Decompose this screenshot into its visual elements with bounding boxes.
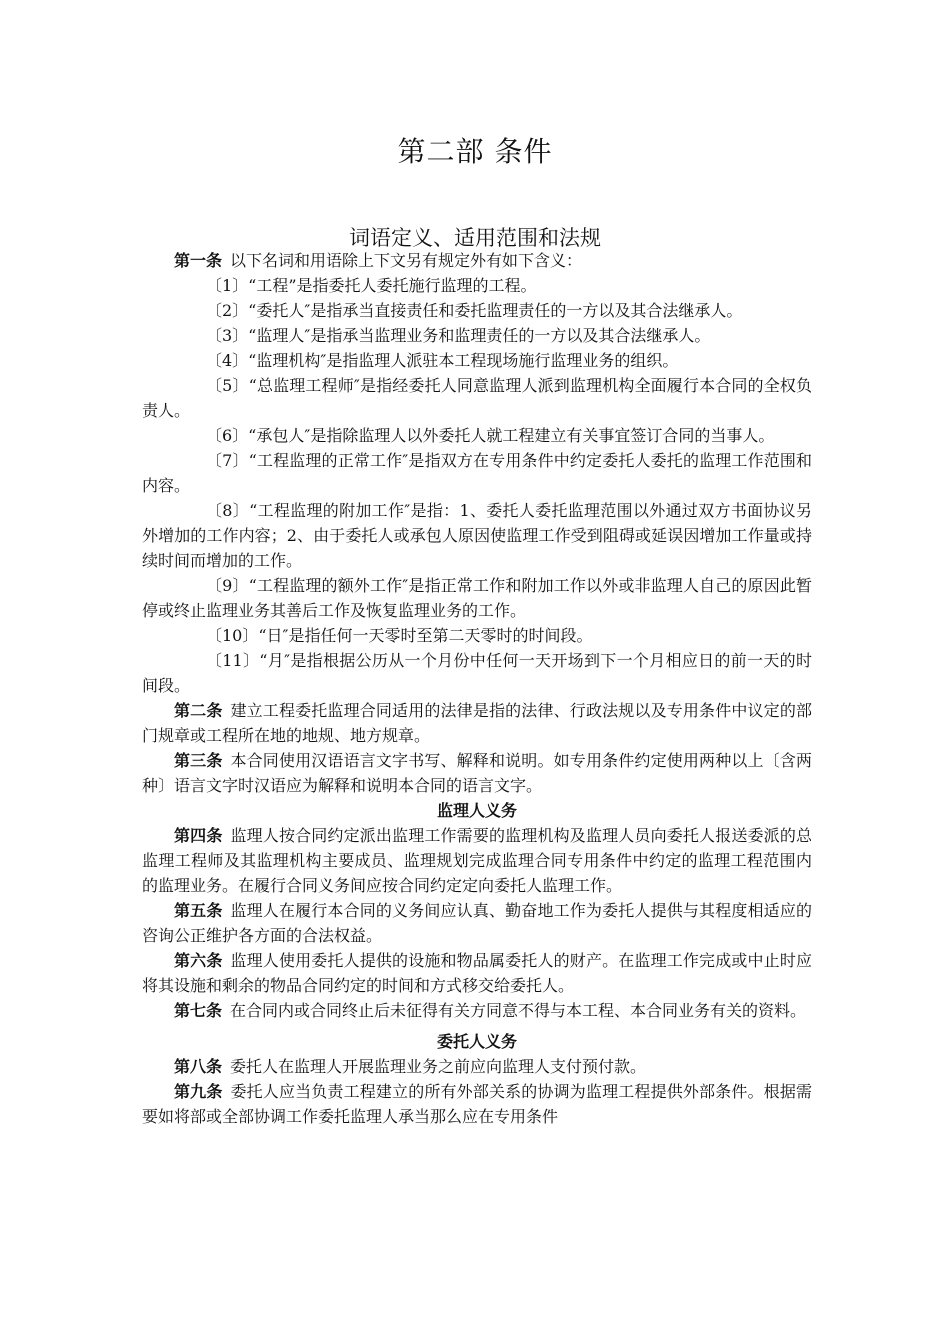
article-1-text: 以下名词和用语除上下文另有规定外有如下含义： [230,251,583,270]
article-2-text: 建立工程委托监理合同适用的法律是指的法律、行政法规以及专用条件中议定的部门规章或工程所在地的地规、地方规章。 [142,701,812,745]
article-3-label: 第三条 [174,751,223,770]
heading-supervisor-obligations: 监理人义务 [436,801,517,820]
definition-item-8: 〔8〕“工程监理的附加工作″是指：1、委托人委托监理范围以外通过双方书面协议另外增加的工作内容；2、由于委托人或承包人原因使监理工作受到阻碍或延误因增加工作量或持续时间而增加的工作。 [142,501,812,570]
definition-item-10: 〔10〕“日″是指任何一天零时至第二天零时的时间段。 [206,626,593,645]
definition-item-11: 〔11〕“月″是指根据公历从一个月份中任何一天开场到下一个月相应日的前一天的时间段。 [142,651,812,695]
definition-item-3: 〔3〕“监理人″是指承当监理业务和监理责任的一方以及其合法继承人。 [206,326,711,345]
document-body [142,248,812,1129]
article-8-text: 委托人在监理人开展监理业务之前应向监理人支付预付款。 [230,1057,647,1076]
article-4-label: 第四条 [174,826,223,845]
article-7-label: 第七条 [174,1001,223,1020]
article-9-text: 委托人应当负责工程建立的所有外部关系的协调为监理工程提供外部条件。根据需要如将部或全部协调工作委托监理人承当那么应在专用条件 [142,1082,812,1126]
article-4-text: 监理人按合同约定派出监理工作需要的监理机构及监理人员向委托人报送委派的总监理工程师及其监理机构主要成员、监理规划完成监理合同专用条件中约定的监理工程范围内的监理业务。在履行合同义务间应按合同约定定向委托人监理工作。 [142,826,812,895]
article-3 [142,748,812,798]
article-6-text: 监理人使用委托人提供的设施和物品属委托人的财产。在监理工作完成或中止时应将其设施和剩余的物品合同约定的时间和方式移交给委托人。 [142,951,812,995]
section-subtitle: 词语定义、适用范围和法规 [349,226,601,250]
article-7 [142,998,812,1023]
article-9 [142,1079,812,1129]
article-1 [142,248,812,273]
heading-client-obligations: 委托人义务 [436,1032,517,1051]
part-title: 第二部 条件 [397,135,553,168]
definition-item-6: 〔6〕“承包人″是指除监理人以外委托人就工程建立有关事宜签订合同的当事人。 [206,426,775,445]
definition-item-1: 〔1〕“工程”是指委托人委托施行监理的工程。 [206,276,537,295]
article-6-label: 第六条 [174,951,223,970]
article-2-label: 第二条 [174,701,223,720]
definition-item-9: 〔9〕“工程监理的额外工作″是指正常工作和附加工作以外或非监理人自己的原因此暂停或终止监理业务其善后工作及恢复监理业务的工作。 [142,576,812,620]
article-5-text: 监理人在履行本合同的义务间应认真、勤奋地工作为委托人提供与其程度相适应的咨询公正维护各方面的合法权益。 [142,901,812,945]
article-6 [142,948,812,998]
article-7-text: 在合同内或合同终止后未征得有关方同意不得与本工程、本合同业务有关的资料。 [230,1001,807,1020]
article-5 [142,898,812,948]
article-5-label: 第五条 [174,901,223,920]
article-3-text: 本合同使用汉语语言文字书写、解释和说明。如专用条件约定使用两种以上〔含两种〕语言文字时汉语应为解释和说明本合同的语言文字。 [142,751,812,795]
definition-item-5: 〔5〕“总监理工程师″是指经委托人同意监理人派到监理机构全面履行本合同的全权负责人。 [142,376,812,420]
definition-item-4: 〔4〕“监理机构″是指监理人派驻本工程现场施行监理业务的组织。 [206,351,679,370]
article-2 [142,698,812,748]
definition-item-2: 〔2〕“委托人″是指承当直接责任和委托监理责任的一方以及其合法继承人。 [206,301,743,320]
article-8 [142,1054,812,1079]
article-8-label: 第八条 [174,1057,223,1076]
definition-item-7: 〔7〕“工程监理的正常工作″是指双方在专用条件中约定委托人委托的监理工作范围和内容。 [142,451,812,495]
article-1-label: 第一条 [174,251,223,270]
article-9-label: 第九条 [174,1082,223,1101]
article-4 [142,823,812,898]
